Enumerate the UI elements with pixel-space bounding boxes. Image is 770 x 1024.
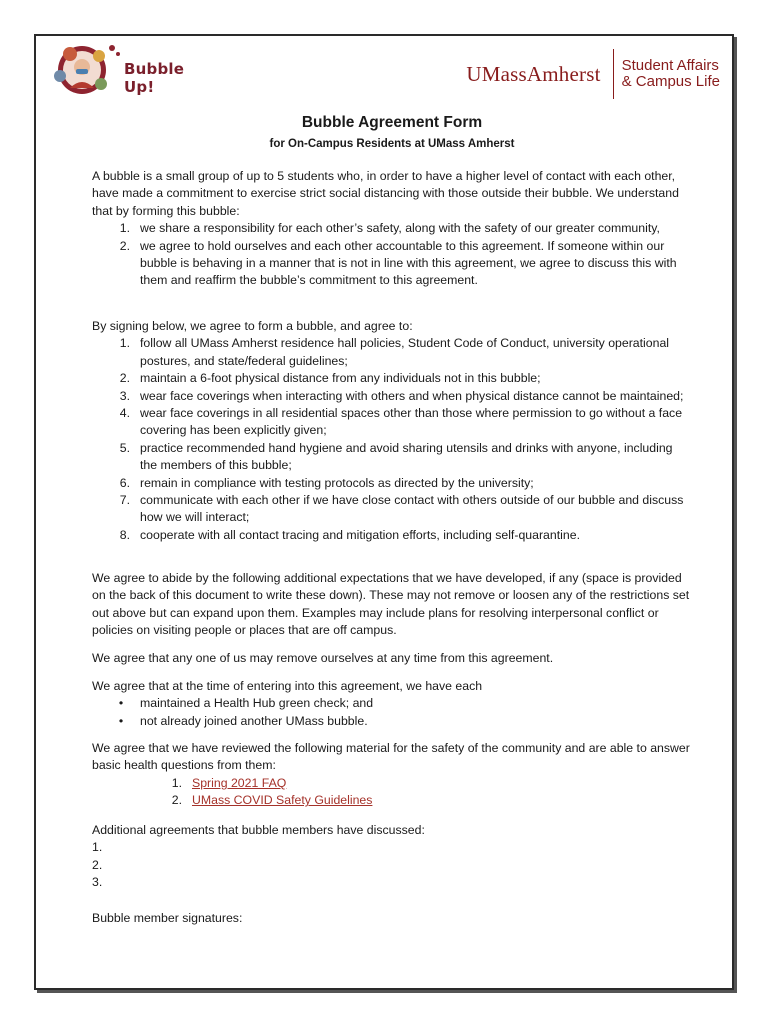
remove-paragraph: We agree that any one of us may remove ourselves at any time from this agreement. [92,651,554,665]
list-item [112,695,692,712]
list-item [164,792,692,809]
list-text: practice recommended hand hygiene and avoid sharing utensils and drinks with anyone, including the members of this bubble; [140,440,673,473]
remove-section [92,650,692,667]
list-text: wear face coverings in all residential spaces other than those where permission to go without a face covering has been explicitly given; [140,406,683,438]
list-text: communicate with each other if we have close contact with others outside of our bubble and discuss how we will interact; [140,493,684,525]
list-number: 1. [119,336,130,351]
dept-line-1: Student Affairs [621,57,719,74]
blank-item-2: 2. [92,857,103,872]
list-text: remain in compliance with testing protocols as directed by the university; [140,475,534,490]
intro-section [92,168,692,290]
list-item [112,713,692,730]
list-text: we agree to hold ourselves and each other accountable to this agreement. If someone within our bubble is behaving in a manner that is not in line with this agreement, we agree to discuss this with them and reaffirm the bubble’s commitment to this agreement. [140,238,677,288]
list-number: 2. [171,793,182,808]
list-number: 2. [119,371,130,386]
entering-list [92,695,692,730]
list-number: 1. [171,775,182,790]
list-item [164,775,692,792]
list-number: 5. [119,440,130,455]
entering-section [92,678,692,730]
umass-logo [466,46,720,102]
list-item [112,388,692,405]
additional-expectations [92,570,692,640]
additional-agreements-section [92,822,692,892]
logo-divider [613,49,614,99]
reviewed-section [92,740,692,810]
list-item [112,370,692,387]
reviewed-paragraph: We agree that we have reviewed the following material for the safety of the community and are able to answer basic health questions from them: [92,741,690,773]
student-affairs-wordmark [622,58,720,90]
blank-item-3: 3. [92,875,103,890]
page-title: Bubble Agreement Form [301,114,483,131]
signatures-section [92,910,692,927]
list-text: maintain a 6-foot physical distance from any individuals not in this bubble; [140,371,541,386]
list-text: we share a responsibility for each other’s safety, along with the safety of our greater community, [140,221,660,236]
dept-line-2: & Campus Life [621,73,720,90]
list-text: cooperate with all contact tracing and mitigation efforts, including self-quarantine. [140,527,580,542]
list-text: not already joined another UMass bubble. [140,713,368,728]
list-text: maintained a Health Hub green check; and [140,696,374,711]
list-number: 4. [119,406,130,421]
list-item [112,238,692,290]
page-subtitle: for On-Campus Residents at UMass Amherst [269,138,515,150]
bubble-up-emblem-icon [46,40,126,100]
entering-paragraph: We agree that at the time of entering into this agreement, we have each [92,679,483,693]
signing-list [92,335,692,544]
additional-paragraph: We agree to abide by the following additional expectations that we have developed, if any (space is provided on the back of this document to write these down). These may not remove or loosen any of the restrictions set out above but can expand upon them. Examples may include plans for resolving interpersonal conflict or policies on visiting people or places that are off campus. [92,571,690,638]
list-item [112,440,692,475]
document-page [34,34,734,990]
list-item [112,492,692,527]
blank-item-1: 1. [92,840,103,855]
list-item [112,335,692,370]
list-text: wear face coverings when interacting with others and when physical distance cannot be maintained; [140,388,684,403]
signing-paragraph: By signing below, we agree to form a bubble, and agree to: [92,319,413,333]
list-text: follow all UMass Amherst residence hall policies, Student Code of Conduct, university operational postures, and state/federal guidelines; [140,336,670,368]
additional-agreements-label: Additional agreements that bubble members have discussed: [92,823,425,837]
list-item [112,405,692,440]
list-number: 3. [119,388,130,403]
list-number: 6. [119,475,130,490]
list-item [112,220,692,237]
list-number: 7. [119,493,130,508]
list-item [112,475,692,492]
intro-paragraph: A bubble is a small group of up to 5 students who, in order to have a higher level of contact with each other, have made a commitment to exercise strict social distancing with those outside their bubble. We understand that by forming this bubble: [92,169,679,218]
bullet-icon: • [118,713,124,728]
bubble-up-logo-text: Bubble Up! [124,60,185,96]
list-number: 8. [119,527,130,542]
covid-safety-guidelines-link[interactable]: UMass COVID Safety Guidelines [192,793,373,808]
list-number: 2. [119,238,130,253]
spring-2021-faq-link[interactable]: Spring 2021 FAQ [192,775,287,790]
list-item [112,527,692,544]
list-number: 1. [119,221,130,236]
links-list [92,775,692,810]
signing-section [92,318,692,544]
umass-amherst-wordmark: UMassAmherst [466,61,601,86]
bullet-icon: • [118,696,124,711]
bubble-up-logo [46,40,206,100]
intro-list [92,220,692,290]
signatures-label: Bubble member signatures: [92,911,243,925]
